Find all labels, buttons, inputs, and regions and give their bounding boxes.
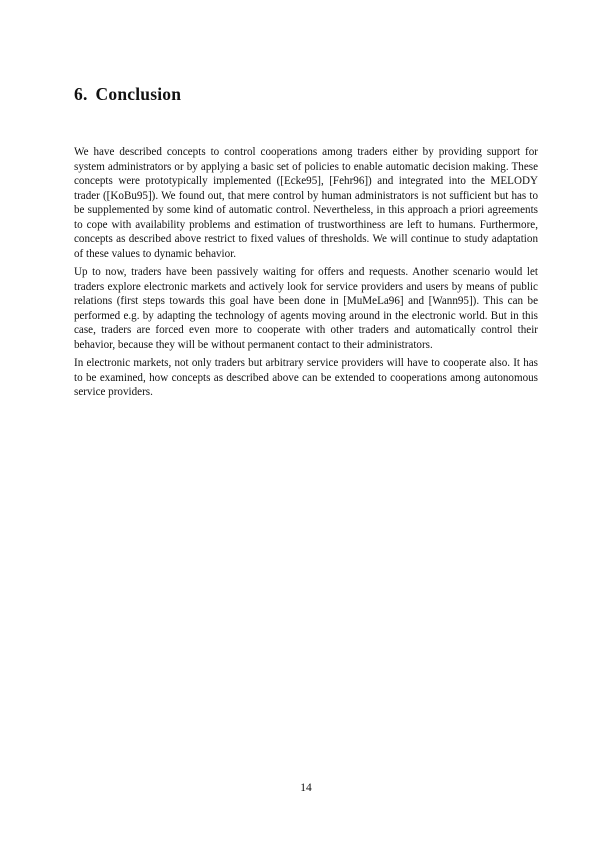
section-heading [74,84,181,105]
paragraph-2: Up to now, traders have been passively waiting for offers and requests. Another scenario would let traders explore electronic markets and actively look for service providers and users by means of public relations (first steps towards this goal have been done in [MuMeLa96] and [Wann95]). This can be performed e.g. by adapting the technology of agents moving around in the electronic world. But in this case, traders are forced even more to cooperate with other traders and automatically control their behavior, because they will be without permanent contact to their administrators. [74,266,538,351]
paragraph-1: We have described concepts to control cooperations among traders either by providing support for system administrators or by applying a basic set of policies to enable automatic decision making. These concepts were prototypically implemented ([Ecke95], [Fehr96]) and integrated into the MELODY trader ([KoBu95]). We found out, that mere control by human administrators is not sufficient but has to be supplemented by some kind of automatic control. Nevertheless, in this approach a priori agreements to cope with availability problems and estimation of trustworthiness are left to humans. Furthermore, concepts as described above restrict to fixed values of thresholds. We will continue to study adaptation of these values to dynamic behavior. [74,146,538,260]
section-number: 6. [74,84,88,104]
body-text [74,145,538,404]
section-title: Conclusion [95,84,182,104]
paragraph-3: In electronic markets, not only traders but arbitrary service providers will have to cooperate also. It has to be examined, how concepts as described above can be extended to cooperations among autonomous service providers. [74,357,538,398]
page-number: 14 [300,782,312,794]
